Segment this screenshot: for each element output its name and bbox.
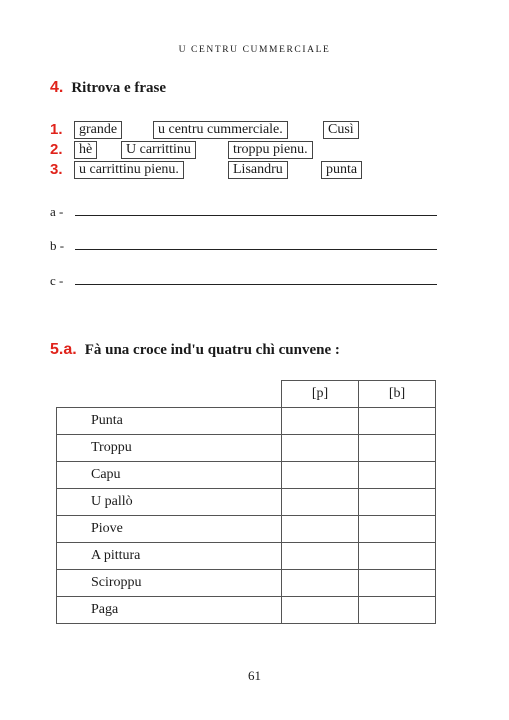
checkbox-b[interactable] [359, 435, 436, 462]
column-header-b: [b] [359, 381, 436, 408]
checkbox-p[interactable] [282, 597, 359, 624]
answer-line-b[interactable] [75, 249, 437, 250]
word-box: troppu pienu. [228, 141, 313, 159]
word-box: Cusì [323, 121, 359, 139]
answer-label-a: a - [50, 204, 64, 219]
word-box: U carrittinu [121, 141, 196, 159]
table-word: Sciroppu [57, 570, 282, 597]
answer-line-c[interactable] [75, 284, 437, 285]
checkbox-b[interactable] [359, 516, 436, 543]
table-row [57, 516, 436, 543]
checkbox-b[interactable] [359, 489, 436, 516]
checkbox-p[interactable] [282, 408, 359, 435]
exercise-5a-heading: Fà una croce ind'u quatru chì cunvene : [84, 342, 340, 358]
exercise-4-title [50, 79, 166, 97]
word-box: Lisandru [228, 161, 288, 179]
checkbox-b[interactable] [359, 543, 436, 570]
column-header-p: [p] [282, 381, 359, 408]
table-word: Troppu [57, 435, 282, 462]
checkbox-p[interactable] [282, 543, 359, 570]
checkbox-b[interactable] [359, 408, 436, 435]
exercise-4-number: 4. [50, 79, 64, 96]
word-box: grande [74, 121, 122, 139]
table-row [57, 543, 436, 570]
word-box: u centru cummerciale. [153, 121, 288, 139]
answer-line-a[interactable] [75, 215, 437, 216]
exercise-5a-number: 5.a. [50, 341, 77, 358]
row-number-3: 3. [50, 161, 63, 178]
table-header-row [57, 381, 436, 408]
table-word: Piove [57, 516, 282, 543]
checkbox-b[interactable] [359, 462, 436, 489]
answer-label-b: b - [50, 238, 65, 253]
word-box: hè [74, 141, 97, 159]
table-row [57, 489, 436, 516]
checkbox-b[interactable] [359, 597, 436, 624]
checkbox-p[interactable] [282, 462, 359, 489]
table-row [57, 462, 436, 489]
exercise-5a-title [50, 341, 340, 359]
word-box: u carrittinu pienu. [74, 161, 184, 179]
table-row [57, 570, 436, 597]
page-number: 61 [248, 668, 261, 683]
checkbox-p[interactable] [282, 489, 359, 516]
table-word: A pittura [57, 543, 282, 570]
table-corner [57, 381, 282, 408]
table-word: Paga [57, 597, 282, 624]
running-head: U CENTRU CUMMERCIALE [178, 45, 331, 55]
exercise-4-heading: Ritrova e frase [71, 80, 167, 96]
sound-table [56, 380, 436, 624]
word-box: punta [321, 161, 362, 179]
checkbox-b[interactable] [359, 570, 436, 597]
checkbox-p[interactable] [282, 516, 359, 543]
table-row [57, 435, 436, 462]
table-row [57, 597, 436, 624]
row-number-2: 2. [50, 141, 63, 158]
table-row [57, 408, 436, 435]
answer-label-c: c - [50, 273, 64, 288]
table-word: Punta [57, 408, 282, 435]
checkbox-p[interactable] [282, 570, 359, 597]
row-number-1: 1. [50, 121, 63, 138]
table-word: Capu [57, 462, 282, 489]
table-word: U pallò [57, 489, 282, 516]
checkbox-p[interactable] [282, 435, 359, 462]
